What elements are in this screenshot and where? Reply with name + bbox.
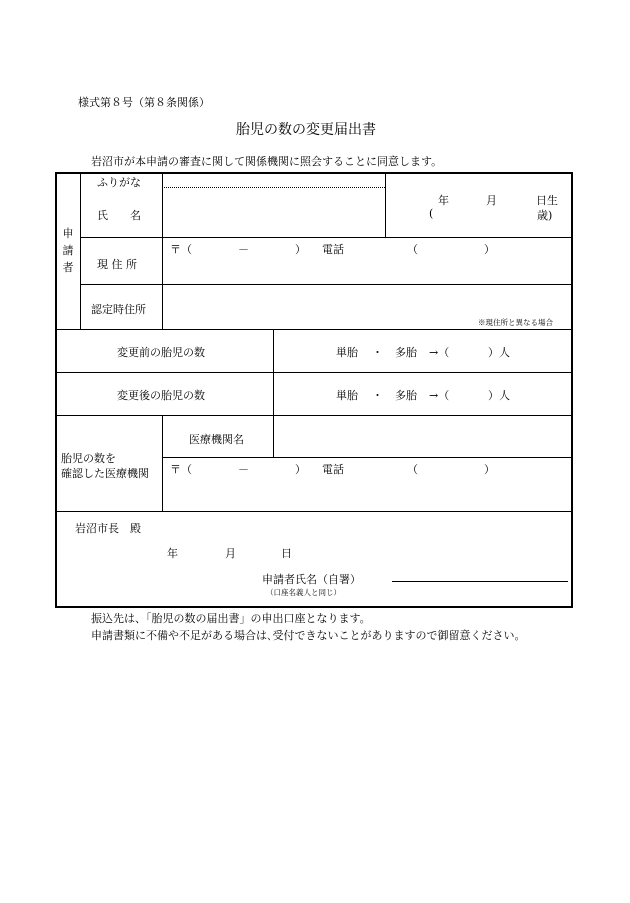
birth-day-label: 日生 <box>536 194 558 207</box>
institution-phone-label: 電話 <box>322 463 344 476</box>
phone-label: 電話 <box>322 243 344 256</box>
applicant-section-bottom <box>56 329 572 330</box>
institution-name-row-bottom <box>162 457 572 458</box>
institution-section-label-1: 胎児の数を <box>61 452 116 465</box>
institution-address-field[interactable] <box>163 478 571 510</box>
submission-month-label: 月 <box>225 547 236 560</box>
footer-note-1: 振込先は、「胎児の数の届出書」の申出口座となります。 <box>91 612 371 625</box>
name-label: 氏 名 <box>97 209 141 222</box>
institution-phone-open: （ <box>407 463 418 476</box>
before-count-label: 変更前の胎児の数 <box>117 346 205 359</box>
after-count-label: 変更後の胎児の数 <box>117 389 205 402</box>
institution-section-label-2: 確認した医療機関 <box>61 467 149 480</box>
furigana-field[interactable] <box>163 176 383 186</box>
applicant-label-char-2: 請 <box>62 244 74 257</box>
submission-day-label: 日 <box>281 547 292 560</box>
cert-address-label: 認定時住所 <box>91 303 146 316</box>
addressee: 岩沼市長 殿 <box>75 522 141 535</box>
birthdate-divider <box>385 173 386 237</box>
applicant-section-divider <box>80 173 81 329</box>
footer-note-2: 申請書類に不備や不足がある場合は､受付できないことがありますので御留意ください。 <box>91 629 526 642</box>
before-multiple-option[interactable]: 多胎 <box>395 346 417 359</box>
institution-section-bottom <box>56 511 572 512</box>
age-label: 歳) <box>537 209 553 222</box>
submission-year-label: 年 <box>167 547 178 560</box>
after-single-option[interactable]: 単胎 <box>336 389 358 402</box>
after-row-bottom <box>56 415 572 416</box>
name-field[interactable] <box>163 189 383 236</box>
institution-postal-dash: － <box>238 463 249 476</box>
institution-postal-close: ） <box>295 463 306 476</box>
before-row-bottom <box>56 372 572 373</box>
postal-mark: 〒（ <box>170 243 192 256</box>
phone-close: ） <box>484 243 495 256</box>
age-open-paren: ( <box>429 207 434 220</box>
after-arrow: →（ <box>429 389 450 402</box>
institution-phone-close: ） <box>484 463 495 476</box>
signature-line[interactable] <box>392 581 568 582</box>
applicant-signature-note: （口座名義人と同じ） <box>266 588 341 597</box>
before-separator: ・ <box>372 346 383 359</box>
address-label: 現 住 所 <box>97 258 137 271</box>
postal-dash: － <box>238 243 249 256</box>
after-separator: ・ <box>372 389 383 402</box>
institution-name-label: 医療機関名 <box>189 433 244 446</box>
birth-year-label: 年 <box>438 194 449 207</box>
before-unit: ）人 <box>488 346 510 359</box>
postal-close: ） <box>295 243 306 256</box>
phone-open: （ <box>407 243 418 256</box>
furigana-label: ふりがな <box>97 176 141 189</box>
address-field[interactable] <box>163 258 571 283</box>
after-multiple-option[interactable]: 多胎 <box>395 389 417 402</box>
cert-address-note: ※現住所と異なる場合 <box>478 318 553 327</box>
birth-month-label: 月 <box>486 194 497 207</box>
applicant-label-char-1: 申 <box>62 227 74 240</box>
institution-name-field[interactable] <box>274 417 571 456</box>
applicant-signature-label: 申請者氏名（自署） <box>262 573 361 586</box>
before-single-option[interactable]: 単胎 <box>336 346 358 359</box>
furigana-underline <box>162 187 385 188</box>
name-row-bottom <box>80 237 572 238</box>
consent-statement: 岩沼市が本申請の審査に関して関係機関に照会することに同意します。 <box>91 155 443 168</box>
form-title: 胎児の数の変更届出書 <box>236 122 376 138</box>
form-number: 様式第８号（第８条関係） <box>78 96 210 109</box>
institution-postal-mark: 〒（ <box>170 463 192 476</box>
after-unit: ）人 <box>488 389 510 402</box>
before-arrow: →（ <box>429 346 450 359</box>
cert-address-field[interactable] <box>163 286 571 314</box>
address-row-bottom <box>80 284 572 285</box>
applicant-label-char-3: 者 <box>62 261 74 274</box>
